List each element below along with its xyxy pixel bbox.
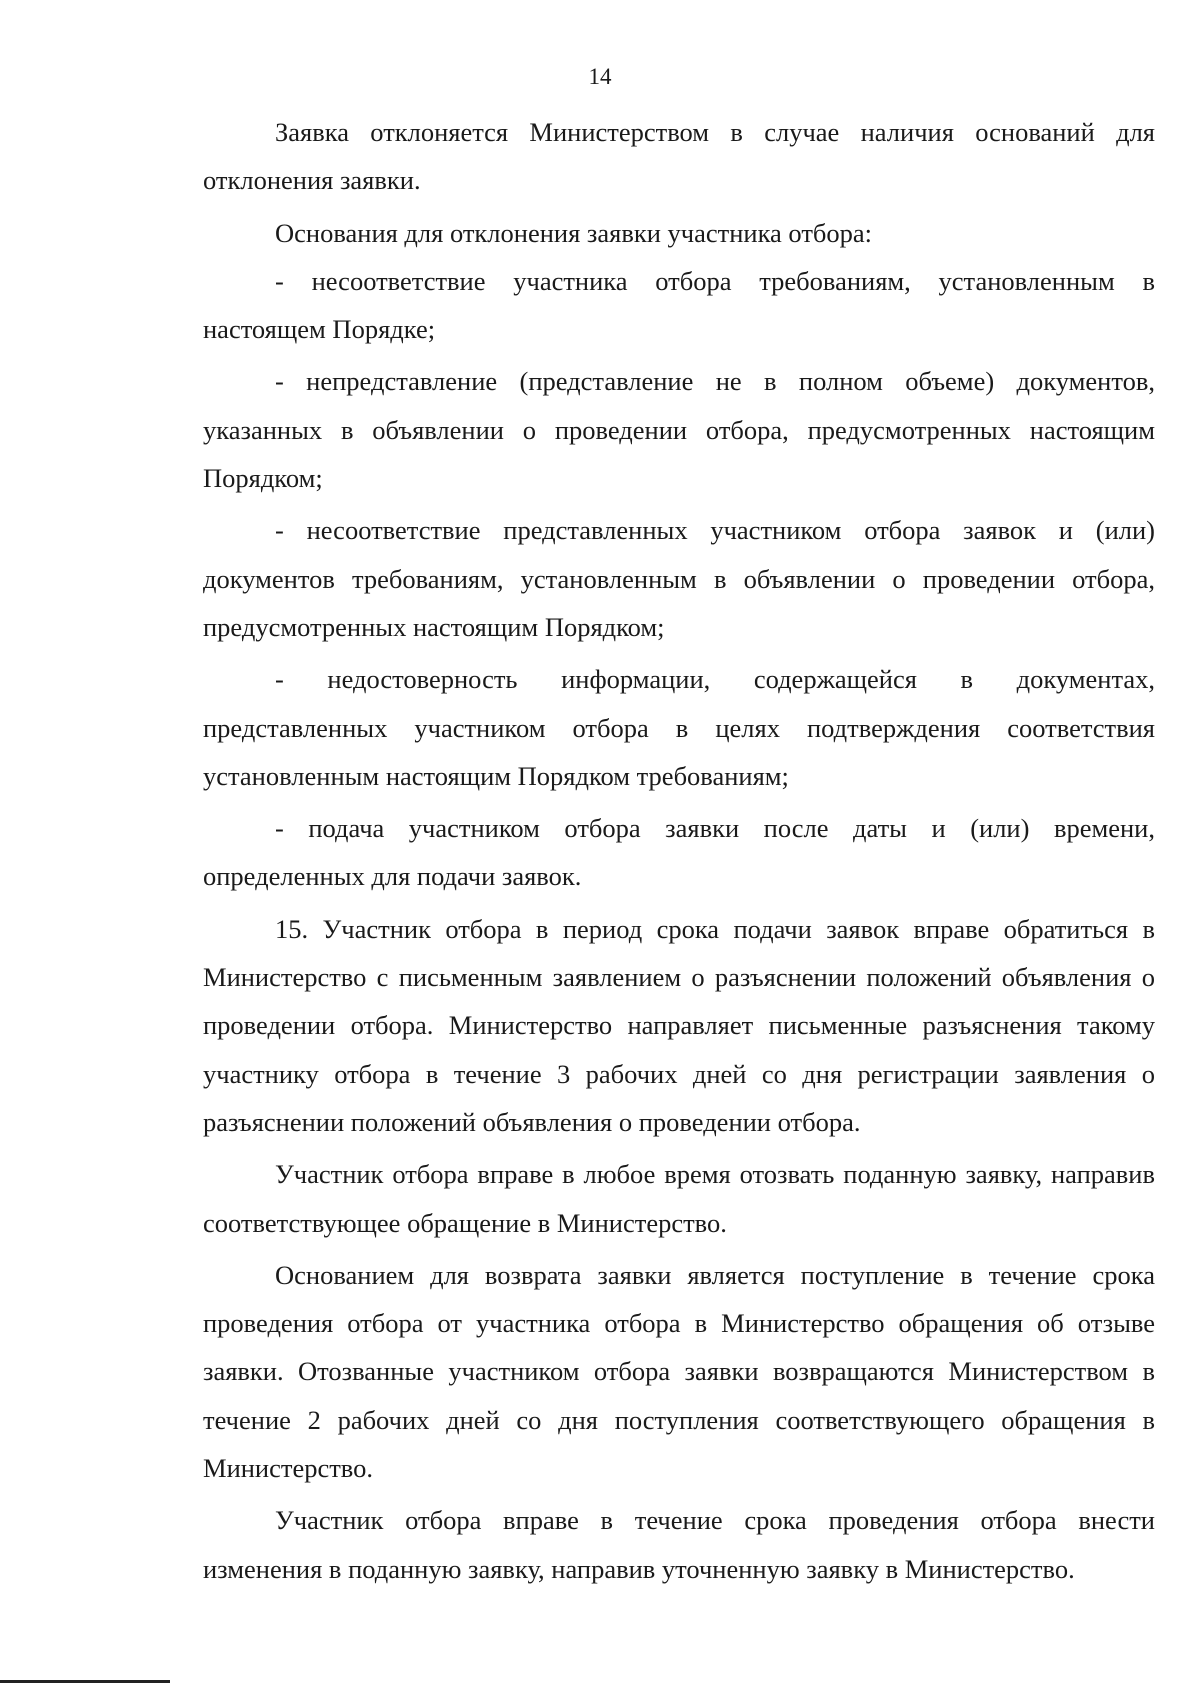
paragraph-ground-late-submission: - подача участником отбора заявки после даты и (или) времени, определенных для подачи заявок. <box>203 813 1155 892</box>
paragraph-withdrawal-right: Участник отбора вправе в любое время отозвать поданную заявку, направив соответствующее обращение в Министерство. <box>203 1159 1155 1238</box>
footer-divider <box>0 1680 170 1683</box>
paragraph-rejection-grounds-heading: Основания для отклонения заявки участника отбора: <box>275 217 873 248</box>
paragraph-ground-documents-mismatch: - несоответствие представленных участником отбора заявок и (или) документов требованиям, установленным в объявлении о проведении отбора, предусмотренных настоящим Порядком; <box>203 515 1155 642</box>
paragraph-ground-noncompliance: - несоответствие участника отбора требованиям, установленным в настоящем Порядке; <box>203 265 1155 345</box>
paragraph-return-grounds: Основанием для возврата заявки является поступление в течение срока проведения отбора от участника отбора в Министерство обращения об отзыве заявки. Отозванные участником отбора заявки возвращаются Министерством в течение 2 рабочих дней со дня поступления соответствующего обращения в Министерство. <box>203 1259 1155 1484</box>
paragraph-rejection-intro: Заявка отклоняется Министерством в случае наличия оснований для отклонения заявки. <box>203 117 1155 196</box>
paragraph-clause-15: 15. Участник отбора в период срока подачи заявок вправе обратиться в Министерство с письменным заявлением о разъяснении положений объявления о проведении отбора. Министерство направляет письменные разъяснения такому участнику отбора в течение 3 рабочих дней со дня регистрации заявления о разъяснении положений объявления о проведении отбора. <box>203 913 1155 1137</box>
document-body <box>203 108 1155 1597</box>
page-number: 14 <box>588 64 612 89</box>
paragraph-amendment-right: Участник отбора вправе в течение срока проведения отбора внести изменения в поданную заявку, направив уточненную заявку в Министерство. <box>203 1505 1155 1584</box>
paragraph-ground-unreliable-info: - недостоверность информации, содержащейся в документах, представленных участником отбора в целях подтверждения соответствия установленным настоящим Порядком требованиям; <box>203 664 1155 791</box>
paragraph-ground-missing-documents: - непредставление (представление не в полном объеме) документов, указанных в объявлении о проведении отбора, предусмотренных настоящим Порядком; <box>203 366 1155 494</box>
